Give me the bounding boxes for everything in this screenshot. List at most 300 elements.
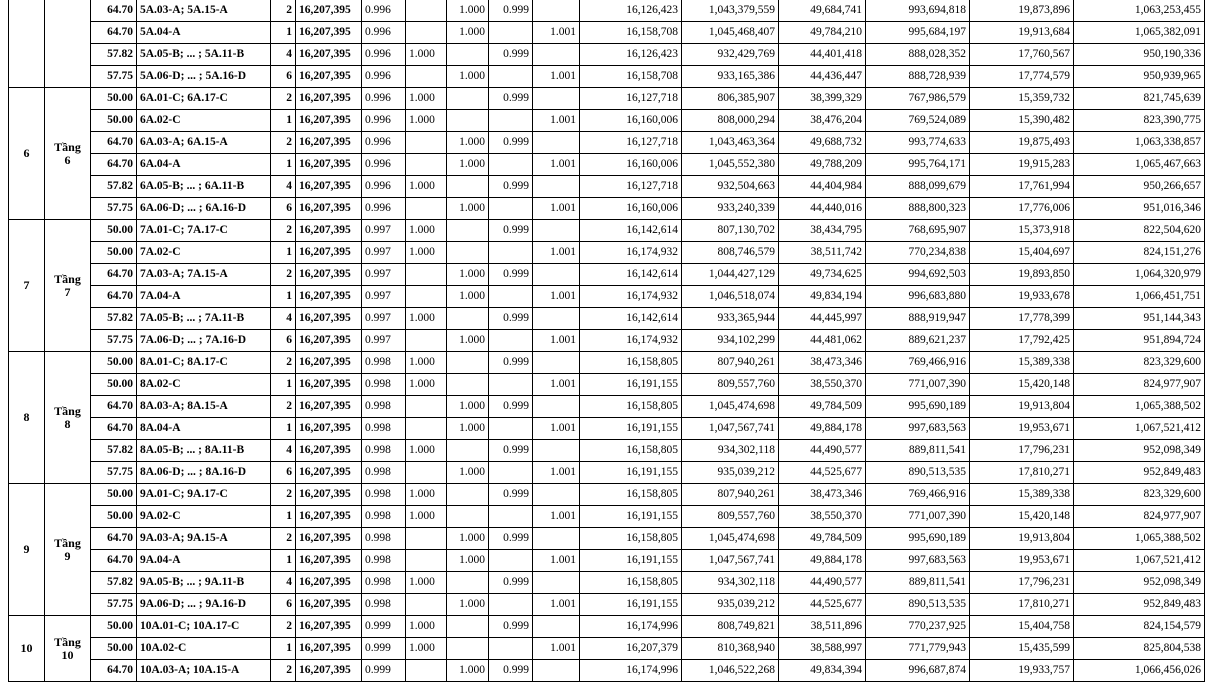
- floor-label-cell: [45, 0, 91, 88]
- unit-price-cell: 16,158,805: [580, 352, 682, 374]
- unit-count-cell: 2: [271, 220, 296, 242]
- area-cell: 57.75: [91, 66, 137, 88]
- table-row: [9, 352, 1205, 374]
- coef-1-cell: 0.996: [362, 154, 406, 176]
- unit-count-cell: 4: [271, 44, 296, 66]
- grand-total-cell: 1,065,467,663: [1074, 154, 1205, 176]
- maintenance-fee-cell: 15,389,338: [970, 484, 1074, 506]
- apartment-code-cell: 7A.04-A: [137, 286, 271, 308]
- coef-3-cell: 1.000: [447, 198, 489, 220]
- price-before-vat-cell: 768,695,907: [866, 220, 970, 242]
- coef-5-cell: [533, 572, 580, 594]
- price-before-vat-cell: 769,524,089: [866, 110, 970, 132]
- coef-1-cell: 0.997: [362, 330, 406, 352]
- area-cell: 57.82: [91, 176, 137, 198]
- grand-total-cell: 823,390,775: [1074, 110, 1205, 132]
- coef-1-cell: 0.999: [362, 638, 406, 660]
- area-cell: 64.70: [91, 132, 137, 154]
- coef-5-cell: 1.001: [533, 66, 580, 88]
- vat-cell: 49,784,210: [779, 22, 866, 44]
- coef-5-cell: 1.001: [533, 286, 580, 308]
- total-price-cell: 807,940,261: [682, 352, 779, 374]
- area-cell: 64.70: [91, 22, 137, 44]
- maintenance-fee-cell: 19,953,671: [970, 550, 1074, 572]
- coef-5-cell: [533, 132, 580, 154]
- total-price-cell: 932,429,769: [682, 44, 779, 66]
- maintenance-fee-cell: 15,373,918: [970, 220, 1074, 242]
- coef-2-cell: 1.000: [406, 44, 447, 66]
- unit-price-cell: 16,127,718: [580, 88, 682, 110]
- apartment-code-cell: 5A.05-B; ... ; 5A.11-B: [137, 44, 271, 66]
- coef-5-cell: 1.001: [533, 110, 580, 132]
- coef-3-cell: [447, 440, 489, 462]
- total-price-cell: 809,557,760: [682, 374, 779, 396]
- base-price-cell: 16,207,395: [296, 22, 362, 44]
- maintenance-fee-cell: 19,933,757: [970, 660, 1074, 682]
- apartment-code-cell: 10A.02-C: [137, 638, 271, 660]
- price-before-vat-cell: 996,683,880: [866, 286, 970, 308]
- coef-2-cell: [406, 66, 447, 88]
- floor-label-word: Tầng: [54, 535, 81, 550]
- floor-label-cell: [45, 484, 91, 616]
- base-price-cell: 16,207,395: [296, 286, 362, 308]
- total-price-cell: 934,102,299: [682, 330, 779, 352]
- coef-4-cell: [489, 418, 533, 440]
- total-price-cell: 935,039,212: [682, 594, 779, 616]
- apartment-code-cell: 8A.02-C: [137, 374, 271, 396]
- maintenance-fee-cell: 19,913,804: [970, 528, 1074, 550]
- vat-cell: 44,440,016: [779, 198, 866, 220]
- apartment-code-cell: 10A.01-C; 10A.17-C: [137, 616, 271, 638]
- area-cell: 64.70: [91, 528, 137, 550]
- base-price-cell: 16,207,395: [296, 528, 362, 550]
- floor-label-number: 8: [64, 416, 71, 431]
- unit-price-cell: 16,174,996: [580, 660, 682, 682]
- unit-price-cell: 16,126,423: [580, 44, 682, 66]
- unit-count-cell: 2: [271, 396, 296, 418]
- unit-count-cell: 2: [271, 484, 296, 506]
- unit-count-cell: 2: [271, 264, 296, 286]
- base-price-cell: 16,207,395: [296, 44, 362, 66]
- unit-count-cell: 1: [271, 638, 296, 660]
- vat-cell: 49,834,194: [779, 286, 866, 308]
- floor-label-number: 10: [61, 647, 74, 662]
- coef-3-cell: 1.000: [447, 594, 489, 616]
- unit-count-cell: 4: [271, 308, 296, 330]
- unit-count-cell: 4: [271, 440, 296, 462]
- price-before-vat-cell: 995,684,197: [866, 22, 970, 44]
- unit-count-cell: 2: [271, 660, 296, 682]
- apartment-code-cell: 8A.06-D; ... ; 8A.16-D: [137, 462, 271, 484]
- total-price-cell: 935,039,212: [682, 462, 779, 484]
- coef-1-cell: 0.998: [362, 594, 406, 616]
- area-cell: 64.70: [91, 264, 137, 286]
- coef-4-cell: 0.999: [489, 220, 533, 242]
- floor-number-cell: 7: [9, 220, 45, 352]
- total-price-cell: 808,746,579: [682, 242, 779, 264]
- coef-3-cell: [447, 352, 489, 374]
- grand-total-cell: 952,849,483: [1074, 462, 1205, 484]
- area-cell: 50.00: [91, 220, 137, 242]
- coef-5-cell: [533, 308, 580, 330]
- total-price-cell: 1,045,552,380: [682, 154, 779, 176]
- base-price-cell: 16,207,395: [296, 176, 362, 198]
- base-price-cell: 16,207,395: [296, 506, 362, 528]
- vat-cell: 44,490,577: [779, 440, 866, 462]
- maintenance-fee-cell: 17,796,231: [970, 440, 1074, 462]
- table-row: [9, 594, 1205, 616]
- maintenance-fee-cell: 19,913,804: [970, 396, 1074, 418]
- area-cell: 64.70: [91, 154, 137, 176]
- price-before-vat-cell: 769,466,916: [866, 352, 970, 374]
- unit-count-cell: 2: [271, 88, 296, 110]
- floor-label-word: Tầng: [54, 403, 81, 418]
- total-price-cell: 932,504,663: [682, 176, 779, 198]
- coef-5-cell: 1.001: [533, 22, 580, 44]
- area-cell: 57.75: [91, 462, 137, 484]
- table-row: [9, 66, 1205, 88]
- grand-total-cell: 1,065,388,502: [1074, 396, 1205, 418]
- coef-5-cell: [533, 660, 580, 682]
- apartment-code-cell: 9A.06-D; ... ; 9A.16-D: [137, 594, 271, 616]
- price-table-container: [8, 0, 1205, 682]
- vat-cell: 44,481,062: [779, 330, 866, 352]
- total-price-cell: 1,046,518,074: [682, 286, 779, 308]
- coef-2-cell: 1.000: [406, 440, 447, 462]
- base-price-cell: 16,207,395: [296, 638, 362, 660]
- unit-count-cell: 4: [271, 176, 296, 198]
- apartment-code-cell: 9A.03-A; 9A.15-A: [137, 528, 271, 550]
- grand-total-cell: 1,064,320,979: [1074, 264, 1205, 286]
- coef-3-cell: [447, 44, 489, 66]
- grand-total-cell: 1,063,253,455: [1074, 0, 1205, 22]
- grand-total-cell: 1,065,388,502: [1074, 528, 1205, 550]
- coef-3-cell: 1.000: [447, 286, 489, 308]
- area-cell: 50.00: [91, 110, 137, 132]
- grand-total-cell: 824,977,907: [1074, 374, 1205, 396]
- coef-4-cell: [489, 374, 533, 396]
- base-price-cell: 16,207,395: [296, 352, 362, 374]
- base-price-cell: 16,207,395: [296, 242, 362, 264]
- coef-5-cell: [533, 220, 580, 242]
- total-price-cell: 1,047,567,741: [682, 550, 779, 572]
- maintenance-fee-cell: 17,810,271: [970, 462, 1074, 484]
- vat-cell: 44,404,984: [779, 176, 866, 198]
- base-price-cell: 16,207,395: [296, 440, 362, 462]
- maintenance-fee-cell: 19,913,684: [970, 22, 1074, 44]
- coef-3-cell: 1.000: [447, 330, 489, 352]
- maintenance-fee-cell: 15,435,599: [970, 638, 1074, 660]
- total-price-cell: 934,302,118: [682, 572, 779, 594]
- unit-price-cell: 16,127,718: [580, 176, 682, 198]
- coef-5-cell: 1.001: [533, 550, 580, 572]
- coef-3-cell: [447, 110, 489, 132]
- vat-cell: 38,588,997: [779, 638, 866, 660]
- floor-number-cell: 6: [9, 88, 45, 220]
- maintenance-fee-cell: 19,873,896: [970, 0, 1074, 22]
- area-cell: 64.70: [91, 396, 137, 418]
- apartment-code-cell: 9A.04-A: [137, 550, 271, 572]
- coef-2-cell: 1.000: [406, 308, 447, 330]
- maintenance-fee-cell: 17,761,994: [970, 176, 1074, 198]
- price-before-vat-cell: 997,683,563: [866, 550, 970, 572]
- maintenance-fee-cell: 17,796,231: [970, 572, 1074, 594]
- price-before-vat-cell: 888,800,323: [866, 198, 970, 220]
- unit-price-cell: 16,191,155: [580, 506, 682, 528]
- coef-3-cell: 1.000: [447, 396, 489, 418]
- table-row: [9, 308, 1205, 330]
- base-price-cell: 16,207,395: [296, 66, 362, 88]
- table-row: [9, 44, 1205, 66]
- table-row: [9, 660, 1205, 682]
- coef-5-cell: 1.001: [533, 462, 580, 484]
- apartment-code-cell: 8A.04-A: [137, 418, 271, 440]
- price-before-vat-cell: 770,234,838: [866, 242, 970, 264]
- area-cell: 57.75: [91, 594, 137, 616]
- total-price-cell: 933,365,944: [682, 308, 779, 330]
- price-before-vat-cell: 767,986,579: [866, 88, 970, 110]
- coef-5-cell: 1.001: [533, 330, 580, 352]
- coef-3-cell: [447, 638, 489, 660]
- maintenance-fee-cell: 15,404,697: [970, 242, 1074, 264]
- coef-5-cell: [533, 528, 580, 550]
- maintenance-fee-cell: 15,404,758: [970, 616, 1074, 638]
- coef-4-cell: [489, 110, 533, 132]
- total-price-cell: 1,044,427,129: [682, 264, 779, 286]
- apartment-code-cell: 6A.03-A; 6A.15-A: [137, 132, 271, 154]
- coef-2-cell: [406, 418, 447, 440]
- table-row: [9, 418, 1205, 440]
- coef-3-cell: 1.000: [447, 22, 489, 44]
- total-price-cell: 1,043,463,364: [682, 132, 779, 154]
- maintenance-fee-cell: 19,893,850: [970, 264, 1074, 286]
- table-row: [9, 0, 1205, 22]
- coef-1-cell: 0.996: [362, 22, 406, 44]
- area-cell: 50.00: [91, 242, 137, 264]
- grand-total-cell: 950,939,965: [1074, 66, 1205, 88]
- vat-cell: 44,525,677: [779, 594, 866, 616]
- unit-price-cell: 16,174,932: [580, 330, 682, 352]
- base-price-cell: 16,207,395: [296, 418, 362, 440]
- coef-5-cell: [533, 484, 580, 506]
- unit-count-cell: 1: [271, 242, 296, 264]
- coef-1-cell: 0.996: [362, 110, 406, 132]
- coef-5-cell: [533, 352, 580, 374]
- coef-1-cell: 0.998: [362, 484, 406, 506]
- grand-total-cell: 823,329,600: [1074, 352, 1205, 374]
- total-price-cell: 1,047,567,741: [682, 418, 779, 440]
- area-cell: 50.00: [91, 638, 137, 660]
- coef-3-cell: [447, 88, 489, 110]
- apartment-code-cell: 8A.05-B; ... ; 8A.11-B: [137, 440, 271, 462]
- coef-1-cell: 0.999: [362, 660, 406, 682]
- coef-2-cell: [406, 154, 447, 176]
- price-before-vat-cell: 771,007,390: [866, 506, 970, 528]
- vat-cell: 38,434,795: [779, 220, 866, 242]
- table-row: [9, 286, 1205, 308]
- price-before-vat-cell: 888,728,939: [866, 66, 970, 88]
- coef-2-cell: [406, 286, 447, 308]
- coef-4-cell: 0.999: [489, 88, 533, 110]
- unit-count-cell: 1: [271, 506, 296, 528]
- price-before-vat-cell: 888,028,352: [866, 44, 970, 66]
- coef-5-cell: [533, 176, 580, 198]
- maintenance-fee-cell: 15,420,148: [970, 506, 1074, 528]
- grand-total-cell: 1,063,338,857: [1074, 132, 1205, 154]
- base-price-cell: 16,207,395: [296, 550, 362, 572]
- coef-1-cell: 0.997: [362, 264, 406, 286]
- unit-price-cell: 16,158,805: [580, 440, 682, 462]
- coef-2-cell: [406, 0, 447, 22]
- total-price-cell: 806,385,907: [682, 88, 779, 110]
- area-cell: 57.82: [91, 308, 137, 330]
- coef-4-cell: 0.999: [489, 484, 533, 506]
- apartment-code-cell: 6A.05-B; ... ; 6A.11-B: [137, 176, 271, 198]
- table-row: [9, 506, 1205, 528]
- coef-2-cell: 1.000: [406, 88, 447, 110]
- coef-4-cell: 0.999: [489, 264, 533, 286]
- grand-total-cell: 952,098,349: [1074, 572, 1205, 594]
- coef-2-cell: 1.000: [406, 572, 447, 594]
- maintenance-fee-cell: 19,933,678: [970, 286, 1074, 308]
- table-row: [9, 220, 1205, 242]
- coef-1-cell: 0.998: [362, 374, 406, 396]
- total-price-cell: 934,302,118: [682, 440, 779, 462]
- area-cell: 50.00: [91, 352, 137, 374]
- area-cell: 57.75: [91, 330, 137, 352]
- total-price-cell: 810,368,940: [682, 638, 779, 660]
- coef-4-cell: [489, 154, 533, 176]
- floor-label-word: Tầng: [54, 271, 81, 286]
- floor-label-cell: [45, 88, 91, 220]
- total-price-cell: 1,043,379,559: [682, 0, 779, 22]
- floor-label-cell: [45, 220, 91, 352]
- price-before-vat-cell: 771,779,943: [866, 638, 970, 660]
- area-cell: 57.82: [91, 44, 137, 66]
- coef-1-cell: 0.997: [362, 286, 406, 308]
- apartment-code-cell: 7A.06-D; ... ; 7A.16-D: [137, 330, 271, 352]
- price-before-vat-cell: 888,919,947: [866, 308, 970, 330]
- unit-price-cell: 16,160,006: [580, 154, 682, 176]
- coef-4-cell: [489, 22, 533, 44]
- coef-4-cell: 0.999: [489, 660, 533, 682]
- area-cell: 57.82: [91, 440, 137, 462]
- unit-count-cell: 1: [271, 154, 296, 176]
- floor-number-cell: 8: [9, 352, 45, 484]
- price-before-vat-cell: 771,007,390: [866, 374, 970, 396]
- table-row: [9, 484, 1205, 506]
- grand-total-cell: 952,098,349: [1074, 440, 1205, 462]
- grand-total-cell: 951,016,346: [1074, 198, 1205, 220]
- floor-label-word: Tầng: [54, 139, 81, 154]
- price-before-vat-cell: 769,466,916: [866, 484, 970, 506]
- table-row: [9, 110, 1205, 132]
- price-before-vat-cell: 996,687,874: [866, 660, 970, 682]
- coef-3-cell: 1.000: [447, 462, 489, 484]
- base-price-cell: 16,207,395: [296, 484, 362, 506]
- maintenance-fee-cell: 17,810,271: [970, 594, 1074, 616]
- unit-count-cell: 1: [271, 22, 296, 44]
- grand-total-cell: 1,066,451,751: [1074, 286, 1205, 308]
- vat-cell: 44,436,447: [779, 66, 866, 88]
- coef-2-cell: 1.000: [406, 484, 447, 506]
- coef-5-cell: 1.001: [533, 594, 580, 616]
- coef-4-cell: 0.999: [489, 528, 533, 550]
- apartment-code-cell: 5A.06-D; ... ; 5A.16-D: [137, 66, 271, 88]
- price-before-vat-cell: 889,621,237: [866, 330, 970, 352]
- floor-number-cell: 9: [9, 484, 45, 616]
- grand-total-cell: 952,849,483: [1074, 594, 1205, 616]
- unit-count-cell: 6: [271, 198, 296, 220]
- total-price-cell: 1,045,474,698: [682, 528, 779, 550]
- price-before-vat-cell: 889,811,541: [866, 572, 970, 594]
- vat-cell: 49,884,178: [779, 418, 866, 440]
- unit-price-cell: 16,158,708: [580, 66, 682, 88]
- table-row: [9, 330, 1205, 352]
- price-before-vat-cell: 888,099,679: [866, 176, 970, 198]
- coef-2-cell: [406, 528, 447, 550]
- area-cell: 64.70: [91, 550, 137, 572]
- table-body: [9, 0, 1205, 682]
- coef-4-cell: 0.999: [489, 132, 533, 154]
- coef-1-cell: 0.998: [362, 506, 406, 528]
- total-price-cell: 809,557,760: [682, 506, 779, 528]
- coef-1-cell: 0.996: [362, 198, 406, 220]
- price-before-vat-cell: 890,513,535: [866, 594, 970, 616]
- grand-total-cell: 1,065,382,091: [1074, 22, 1205, 44]
- coef-3-cell: 1.000: [447, 264, 489, 286]
- base-price-cell: 16,207,395: [296, 396, 362, 418]
- apartment-code-cell: 6A.04-A: [137, 154, 271, 176]
- grand-total-cell: 951,144,343: [1074, 308, 1205, 330]
- table-row: [9, 264, 1205, 286]
- base-price-cell: 16,207,395: [296, 220, 362, 242]
- coef-2-cell: [406, 132, 447, 154]
- grand-total-cell: 825,804,538: [1074, 638, 1205, 660]
- coef-1-cell: 0.996: [362, 44, 406, 66]
- coef-4-cell: 0.999: [489, 176, 533, 198]
- coef-5-cell: [533, 44, 580, 66]
- maintenance-fee-cell: 15,420,148: [970, 374, 1074, 396]
- unit-count-cell: 2: [271, 0, 296, 22]
- vat-cell: 49,788,209: [779, 154, 866, 176]
- coef-4-cell: [489, 66, 533, 88]
- unit-count-cell: 6: [271, 462, 296, 484]
- grand-total-cell: 824,151,276: [1074, 242, 1205, 264]
- coef-3-cell: 1.000: [447, 132, 489, 154]
- unit-price-cell: 16,158,805: [580, 484, 682, 506]
- table-row: [9, 176, 1205, 198]
- unit-price-cell: 16,158,805: [580, 572, 682, 594]
- maintenance-fee-cell: 19,953,671: [970, 418, 1074, 440]
- coef-5-cell: [533, 88, 580, 110]
- apartment-code-cell: 10A.03-A; 10A.15-A: [137, 660, 271, 682]
- grand-total-cell: 823,329,600: [1074, 484, 1205, 506]
- floor-number-cell: [9, 0, 45, 88]
- maintenance-fee-cell: 15,359,732: [970, 88, 1074, 110]
- coef-1-cell: 0.996: [362, 88, 406, 110]
- table-row: [9, 22, 1205, 44]
- vat-cell: 38,399,329: [779, 88, 866, 110]
- base-price-cell: 16,207,395: [296, 374, 362, 396]
- coef-2-cell: 1.000: [406, 352, 447, 374]
- apartment-code-cell: 9A.05-B; ... ; 9A.11-B: [137, 572, 271, 594]
- coef-5-cell: [533, 616, 580, 638]
- unit-price-cell: 16,142,614: [580, 220, 682, 242]
- coef-4-cell: [489, 330, 533, 352]
- coef-4-cell: [489, 462, 533, 484]
- coef-1-cell: 0.999: [362, 616, 406, 638]
